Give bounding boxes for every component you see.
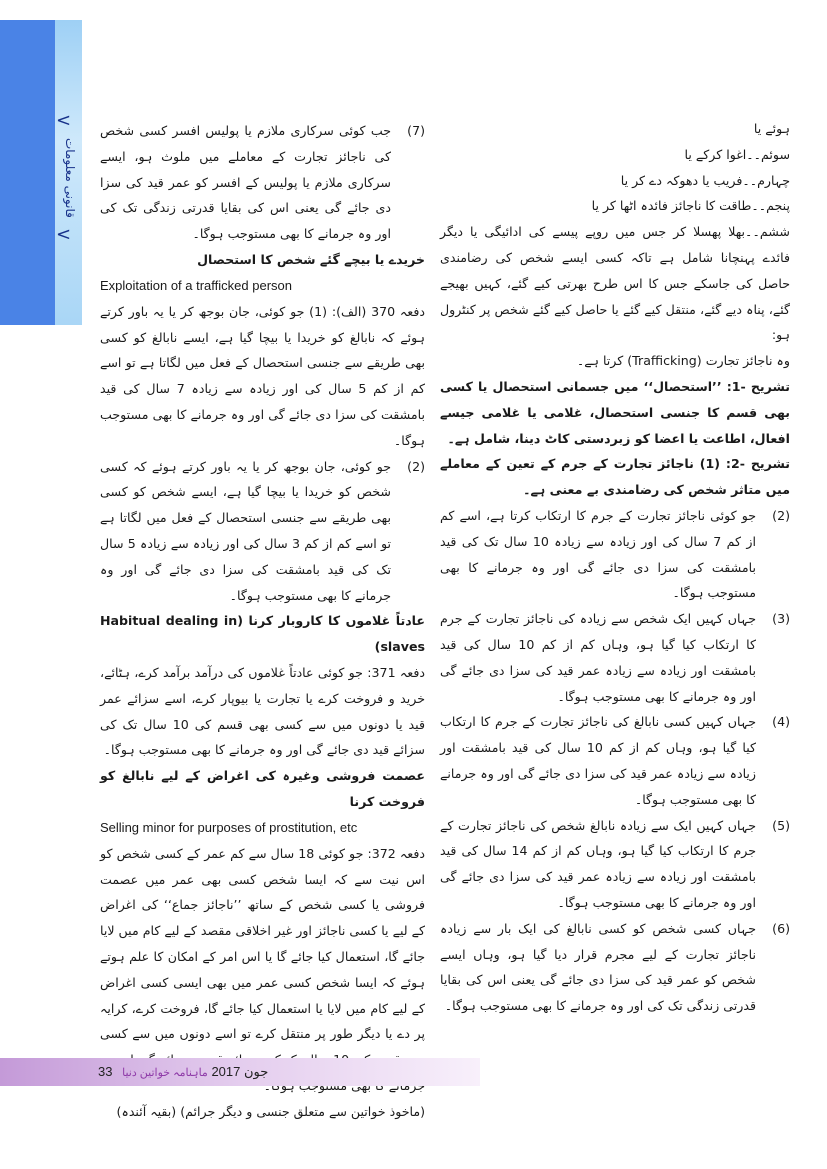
- left-column: [100, 118, 425, 1124]
- list-item: [100, 118, 425, 247]
- section-370-text: دفعہ 370 (الف): (1) جو کوئی، جان بوجھ کر یا یہ باور کرتے ہوئے کہ نابالغ کو خریدا یا بیچا گیا ہے، ایسے نابالغ کو کسی بھی طریقے سے جنسی استحصال کے فعل میں لگاتا ہے تو اسے کم از کم 5 سال کی اور زیادہ سے زیادہ 7 سال کی قید بامشقت کی سزا دی جائے گی اور وہ جرمانے کا بھی مستوجب ہوگا۔: [100, 303, 425, 448]
- top-margin: [0, 0, 827, 20]
- chevron-up-icon: <: [56, 110, 72, 131]
- item-text: جہاں کہیں کسی نابالغ کی ناجائز تجارت کے جرم کا ارتکاب کیا گیا ہو، وہاں کم از کم 10 سال کی قید بامشقت اور زیادہ سے زیادہ عمر قید کی سزا دی جائے گی اور وہ جرمانے کا بھی مستوجب ہوگا۔: [440, 714, 756, 807]
- magazine-name: ماہنامہ خواتین دنیا: [122, 1067, 208, 1079]
- item-number: (2): [407, 458, 425, 474]
- item-text: جہاں کسی شخص کو کسی نابالغ کی ایک بار سے زیادہ ناجائز تجارت کے لیے مجرم قرار دیا گیا ہو، وہاں ایسے شخص کو عمر قید کی سزا دی جائے گی یعنی اس کی بقایا قدرتی زندگی تک کی اور وہ جرمانے کا بھی مستوجب ہوگا۔: [440, 920, 756, 1014]
- text-line: ہوئے یا: [753, 121, 790, 136]
- item-text: جو کوئی، جان بوجھ کر یا یہ باور کرتے ہوئے کہ کسی شخص کو خریدا یا بیچا گیا ہے، ایسے شخص کو کسی بھی طریقے سے جنسی استحصال کے فعل میں لگاتا ہے تو اسے کم از کم 3 سال کی اور زیادہ سے زیادہ 5 سال تک کی قید بامشقت کی سزا دی جائے گی اور وہ جرمانے کا بھی مستوجب ہوگا۔: [100, 458, 391, 603]
- item-text: جہاں کہیں ایک سے زیادہ نابالغ شخص کی ناجائز تجارت کے جرم کا ارتکاب کیا گیا ہو، وہاں کم از کم 14 سال کی قید بامشقت اور زیادہ سے زیادہ عمر قید کی سزا دی جائے گی اور وہ جرمانے کا بھی مستوجب ہوگا۔: [440, 817, 756, 910]
- list-item: [440, 606, 790, 709]
- text-line: چہارم۔۔فریب یا دھوکہ دے کر یا: [620, 172, 790, 188]
- page-number: 33: [98, 1064, 113, 1079]
- section-heading-english: Selling minor for purposes of prostitution, etc: [100, 819, 358, 835]
- text-line: پنجم۔۔طاقت کا ناجائز فائدہ اٹھا کر یا: [591, 198, 790, 214]
- item-number: (5): [772, 817, 790, 833]
- item-text: جہاں کہیں ایک شخص سے زیادہ کی ناجائز تجارت کے جرم کا ارتکاب کیا گیا ہو، وہاں کم از کم 10 سال کی قید بامشقت اور زیادہ سے زیادہ عمر قید کی سزا دی جائے گی اور وہ جرمانے کا بھی مستوجب ہوگا۔: [440, 611, 756, 704]
- right-column: [440, 116, 790, 1019]
- section-label-text: قانونی معلومات: [63, 138, 77, 218]
- section-heading-english: Exploitation of a trafficked person: [100, 277, 292, 293]
- item-number: (6): [772, 920, 790, 936]
- item-number: (4): [772, 714, 790, 730]
- text-line: وہ ناجائز تجارت (Trafficking) کرتا ہے۔: [576, 353, 790, 369]
- sidebar-band: [0, 20, 55, 325]
- section-372-text: دفعہ 372: جو کوئی 18 سال سے کم عمر کے کسی شخص کو اس نیت سے کہ ایسا شخص کسی بھی عمر میں عصمت فروشی یا کسی شخص کے ساتھ ’’ناجائز جماع‘‘ کی اغراض کے لیے یا کسی ناجائز اور غیر اخلاقی مقصد کے لیے کام میں لایا جائے گا، استعمال کیا جائے گا یا اس امر کے امکان کا علم ہوتے ہوئے کہ ایسا شخص کسی عمر میں بھی ایسی کسی اغراض کے لیے کام میں لایا یا استعمال کیا جائے گا، فروخت کرے، کرایہ پر دے یا دیگر طور پر منتقل کرے تو اسے دونوں میں سے کسی: [100, 845, 425, 1042]
- section-heading: عصمت فروشی وغیرہ کی اغراض کے لیے نابالغ کو فروخت کرنا: [100, 768, 425, 809]
- section-heading: خریدے یا بیچے گئے شخص کا استحصال: [197, 251, 425, 267]
- list-item: [440, 813, 790, 916]
- item-number: (3): [772, 611, 790, 627]
- section-label: [58, 118, 82, 238]
- list-item: [440, 709, 790, 812]
- section-371-text: دفعہ 371: جو کوئی عادتاً غلاموں کی درآمد برآمد کرے، ہٹائے، خرید و فروخت کرے یا تجارت یا بیوپار کرے، اسے سزائے عمر قید یا دونوں میں سے کسی بھی قسم کی 10 سال تک کی سزائے قید دی جائے گی اور وہ جرمانے کا بھی مستوجب ہوگا۔: [100, 664, 425, 758]
- section-heading: عادتاً غلاموں کا کاروبار کرنا (Habitual dealing in slaves): [100, 613, 425, 655]
- footer: [98, 1064, 268, 1080]
- explanation-2: تشریح -2: (1) ناجائز تجارت کے جرم کے تعین کے معاملے میں متاثر شخص کی رضامندی بے معنی ہے۔: [440, 456, 791, 498]
- list-item: [100, 454, 425, 609]
- text-line: سوئم۔۔اغوا کرکے یا: [684, 146, 790, 162]
- item-text: جو کوئی ناجائز تجارت کے جرم کا ارتکاب کرتا ہے، اسے کم از کم 7 سال کی اور زیادہ سے زیادہ 10 سال تک کی قید بامشقت کی سزا دی جائے گی اور وہ جرمانے کا بھی مستوجب ہوگا۔: [440, 507, 756, 601]
- list-item: [440, 503, 790, 606]
- list-item: [440, 916, 790, 1019]
- source-note: (ماخوذ خواتین سے متعلق جنسی و دیگر جرائم) (بقیہ آئندہ): [116, 1103, 425, 1119]
- item-number: (2): [772, 507, 790, 523]
- explanation-1: تشریح -1: ’’استحصال‘‘ میں جسمانی استحصال یا کسی بھی قسم کا جنسی استحصال، غلامی یا غلامی جیسے افعال، اطاعت یا اعضا کو زبردستی کاٹ دینا، شامل ہے۔: [440, 378, 791, 446]
- chevron-down-icon: <: [56, 224, 72, 245]
- item-text: جب کوئی سرکاری ملازم یا پولیس افسر کسی شخص کی ناجائز تجارت کے معاملے میں ملوث ہو، ایسے سرکاری ملازم یا پولیس کے افسر کو عمر قید کی سزا دی جائے گی یعنی اس کی بقایا قدرتی زندگی تک کی اور وہ جرمانے کا بھی مستوجب ہوگا۔: [100, 123, 391, 242]
- item-number: (7): [407, 123, 425, 138]
- text-line: ششم۔۔بھلا پھسلا کر جس میں روپے پیسے کی ادائیگی یا دیگر فائدے پہنچانا شامل ہے تاکہ کسی ایسے شخص کی رضامندی حاصل کی جاسکے جس کا اس طرح بھرتی کیے گئے، کہیں بھیجے گئے، پناہ دیے گئے، منتقل کیے گئے یا حاصل کیے گئے شخص پر کنٹرول ہو:: [440, 224, 790, 343]
- issue-date: جون 2017: [211, 1064, 269, 1079]
